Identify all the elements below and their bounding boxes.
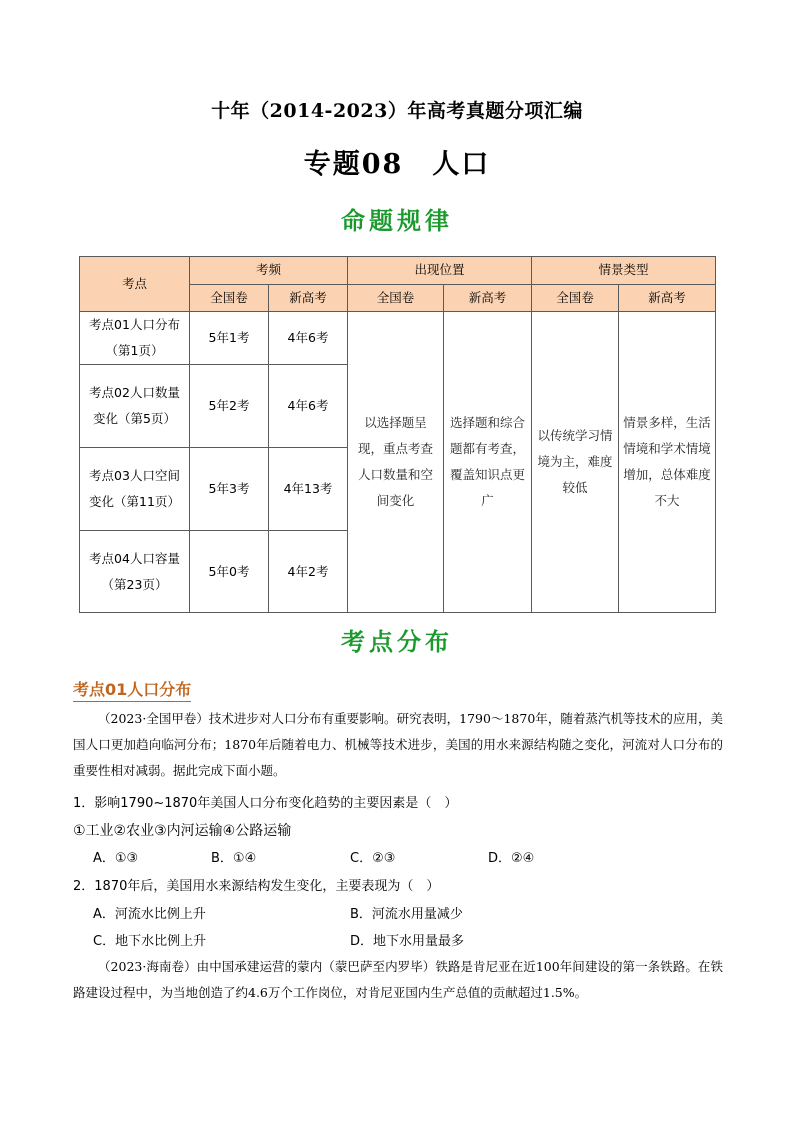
header-kaodian: 考点: [80, 257, 190, 312]
header-quanguo: 全国卷: [348, 284, 444, 312]
header-xingaokao: 新高考: [619, 284, 716, 312]
option-d: D．②④: [488, 851, 535, 866]
question-2: 2．1870年后，美国用水来源结构发生变化，主要表现为（ ）: [73, 879, 440, 894]
rules-table: [79, 256, 716, 613]
question-passage: （2023·海南卷）由中国承建运营的蒙内（蒙巴萨至内罗毕）铁路是肯尼亚在近100年间建设的第一条铁路。在铁路建设过程中，为当地创造了约4.6万个工作岗位，对肯尼亚国内生产总值的贡献超过1.5%。: [73, 959, 723, 1000]
table-cell-situation-quanguo: 以传统学习情境为主，难度较低: [532, 312, 619, 613]
table-cell-quanguo: 5年2考: [190, 365, 269, 448]
table-cell-situation-xingaokao: 情景多样，生活情境和学术情境增加，总体难度不大: [619, 312, 716, 613]
header-kaopin: 考频: [190, 257, 348, 285]
option-b: B．河流水用量减少: [350, 907, 463, 922]
question-1-items: ①工业②农业③内河运输④公路运输: [73, 823, 292, 839]
table-cell-topic: 考点04人口容量（第23页）: [80, 531, 190, 613]
section-heading-distribution: 考点分布: [341, 628, 453, 656]
option-a: A．①③: [93, 851, 139, 866]
table-cell-quanguo: 5年1考: [190, 312, 269, 365]
header-qingjing: 情景类型: [532, 257, 716, 285]
table-cell-position-xingaokao: 选择题和综合题都有考查，覆盖知识点更广: [444, 312, 532, 613]
option-c: C．地下水比例上升: [93, 934, 207, 949]
table-cell-quanguo: 5年3考: [190, 448, 269, 531]
table-cell-topic: 考点03人口空间变化（第11页）: [80, 448, 190, 531]
header-xingaokao: 新高考: [269, 284, 348, 312]
header-chuxian: 出现位置: [348, 257, 532, 285]
topic-title: 考点01人口分布: [73, 677, 191, 702]
header-xingaokao: 新高考: [444, 284, 532, 312]
header-quanguo: 全国卷: [190, 284, 269, 312]
option-b: B．①④: [211, 851, 257, 866]
section-heading-rules: 命题规律: [341, 207, 453, 235]
document-title: 十年（2014-2023）年高考真题分项汇编: [211, 100, 583, 122]
table-cell-xingaokao: 4年6考: [269, 365, 348, 448]
question-1: 1．影响1790~1870年美国人口分布变化趋势的主要因素是（ ）: [73, 796, 458, 811]
document-subtitle: 专题08 人口: [303, 149, 491, 180]
option-a: A．河流水比例上升: [93, 907, 206, 922]
option-d: D．地下水用量最多: [350, 934, 465, 949]
table-cell-topic: 考点02人口数量变化（第5页）: [80, 365, 190, 448]
table-cell-xingaokao: 4年2考: [269, 531, 348, 613]
option-c: C．②③: [350, 851, 396, 866]
table-cell-xingaokao: 4年13考: [269, 448, 348, 531]
question-passage: （2023·全国甲卷）技术进步对人口分布有重要影响。研究表明，1790～1870年，随着蒸汽机等技术的应用，美国人口更加趋向临河分布；1870年后随着电力、机械等技术进步，美国的用水来源结构随之变化，河流对人口分布的重要性相对减弱。据此完成下面小题。: [73, 711, 723, 778]
table-cell-xingaokao: 4年6考: [269, 312, 348, 365]
table-cell-position-quanguo: 以选择题呈现，重点考查人口数量和空间变化: [348, 312, 444, 613]
header-quanguo: 全国卷: [532, 284, 619, 312]
table-cell-topic: 考点01人口分布（第1页）: [80, 312, 190, 365]
table-cell-quanguo: 5年0考: [190, 531, 269, 613]
